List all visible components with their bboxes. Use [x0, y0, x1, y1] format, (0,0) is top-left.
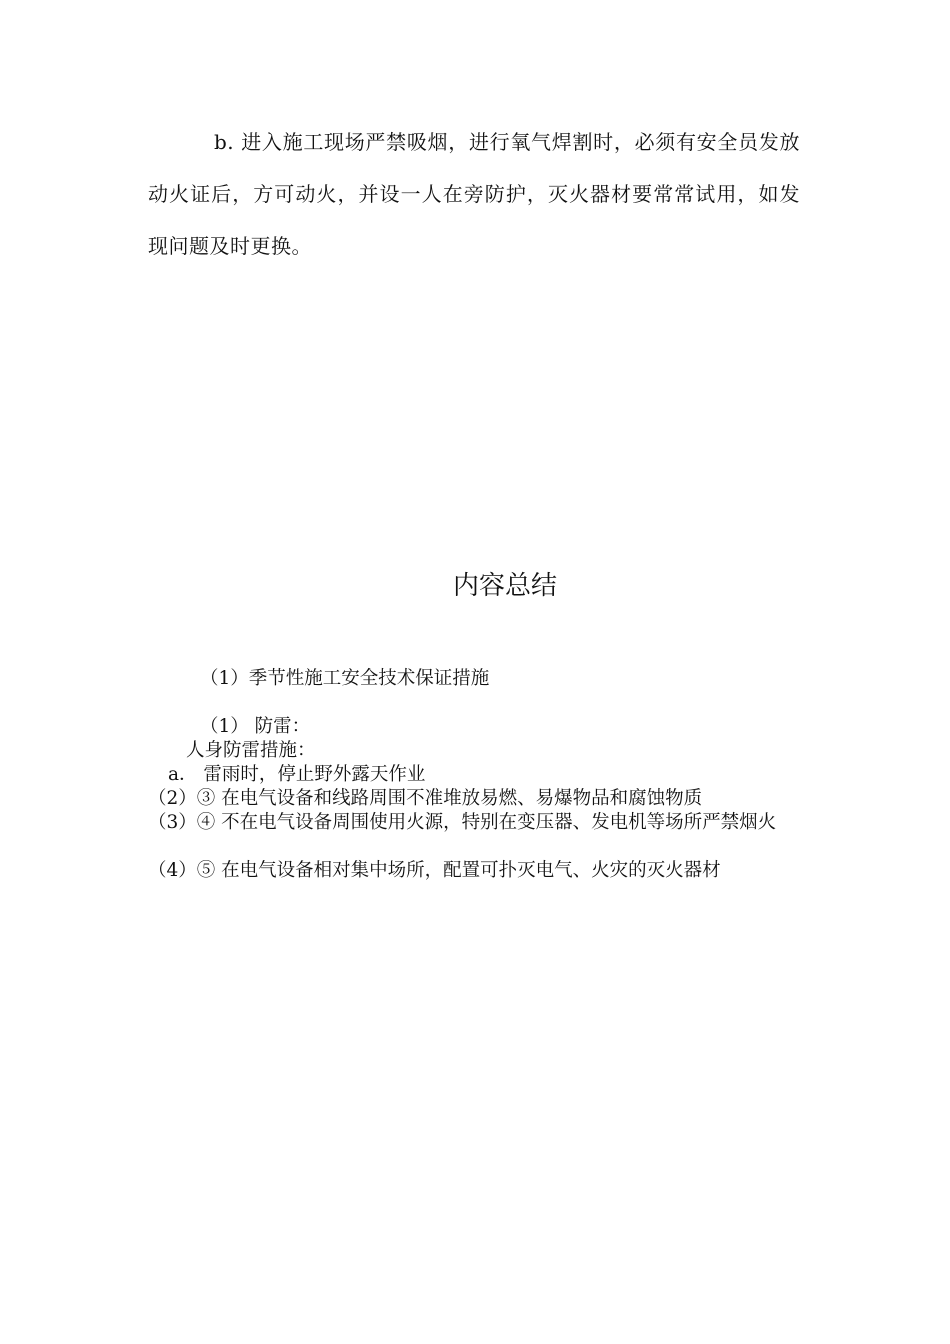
summary-subheading-2: 人身防雷措施：	[186, 740, 316, 761]
summary-list-item: （2）③ 在电气设备和线路周围不准堆放易燃、易爆物品和腐蚀物质	[148, 788, 703, 809]
summary-list-item: a． 雷雨时，停止野外露天作业	[168, 764, 426, 785]
summary-subheading: （1） 防雷：	[200, 716, 311, 737]
body-paragraph: b. 进入施工现场严禁吸烟，进行氧气焊割时，必须有安全员发放动火证后，方可动火，并设一人在旁防护，灭火器材要常常试用，如发现问题及时更换。	[148, 130, 800, 258]
summary-section-heading: （1）季节性施工安全技术保证措施	[200, 668, 490, 689]
summary-heading: 内容总结	[452, 571, 557, 601]
summary-list-item: （4）⑤ 在电气设备相对集中场所，配置可扑灭电气、火灾的灭火器材	[148, 860, 721, 881]
summary-list-item: （3）④ 不在电气设备周围使用火源，特别在变压器、发电机等场所严禁烟火	[148, 812, 777, 833]
